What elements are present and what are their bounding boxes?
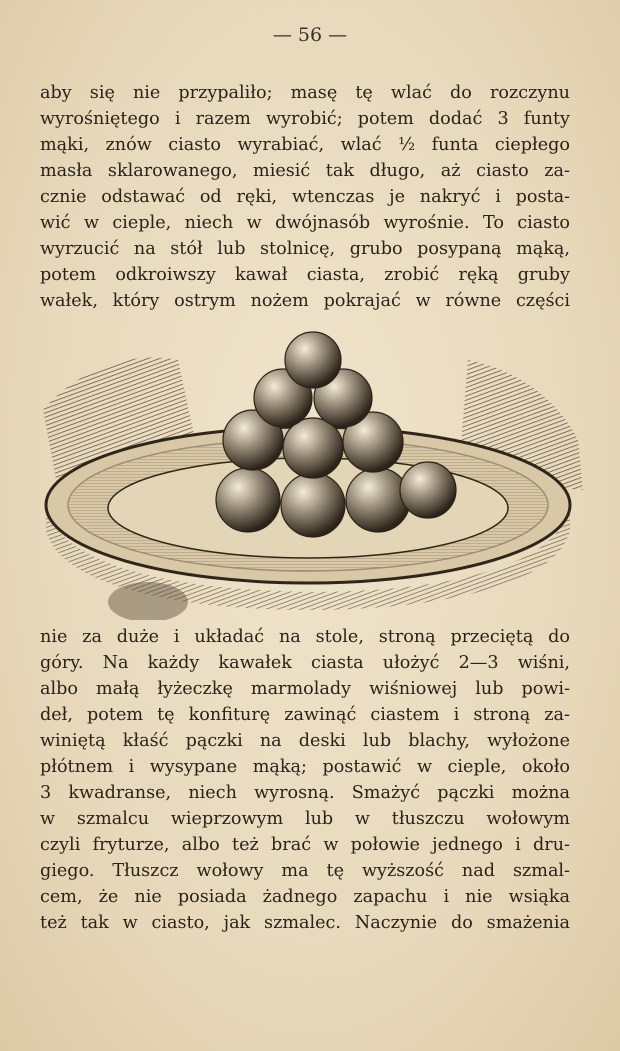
text-line: czyli fryturze, albo też brać w połowie jednego i dru- [40,835,570,855]
text-line: płótnem i wysypane mąką; postawić w cieple, około [40,757,570,777]
text-line: wyrośniętego i razem wyrobić; potem dodać 3 funty [40,109,570,129]
text-line: cznie odstawać od ręki, wtenczas je nakryć i posta- [40,187,570,207]
page-number: — 56 — [272,24,348,46]
text-line: wyrzucić na stół lub stolnicę, grubo posypaną mąką, [40,239,570,259]
text-line: deł, potem tę konfiturę zawinąć ciastem i stroną za- [40,705,570,725]
text-line: aby się nie przypaliło; masę tę wlać do rozczynu [40,83,570,103]
text-line: potem odkroiwszy kawał ciasta, zrobić ręką gruby [40,265,570,285]
donuts-on-plate-illustration [38,330,588,620]
text-line: albo małą łyżeczkę marmolady wiśniowej lub powi- [40,679,570,699]
text-line: mąki, znów ciasto wyrabiać, wlać ½ funta ciepłego [40,135,570,155]
text-line: 3 kwadranse, niech wyrosną. Smażyć pączki można [40,783,570,803]
text-line: nie za duże i układać na stole, stroną przeciętą do [40,627,570,647]
paragraph-bottom [40,624,570,936]
text-line: giego. Tłuszcz wołowy ma tę wyższość nad szmal- [40,861,570,881]
text-line: wić w cieple, niech w dwójnasób wyrośnie. To ciasto [40,213,570,233]
text-line: winiętą kłaść pączki na deski lub blachy, wyłożone [40,731,570,751]
text-line: w szmalcu wieprzowym lub w tłuszczu wołowym [40,809,570,829]
paragraph-top [40,80,570,314]
text-line: góry. Na każdy kawałek ciasta ułożyć 2—3 wiśni, [40,653,570,673]
text-line: też tak w ciasto, jak szmalec. Naczynie do smażenia [40,913,570,933]
text-line: wałek, który ostrym nożem pokrajać w równe części [40,291,570,311]
text-line: cem, że nie posiada żadnego zapachu i nie wsiąka [40,887,570,907]
text-line: masła sklarowanego, miesić tak długo, aż ciasto za- [40,161,570,181]
